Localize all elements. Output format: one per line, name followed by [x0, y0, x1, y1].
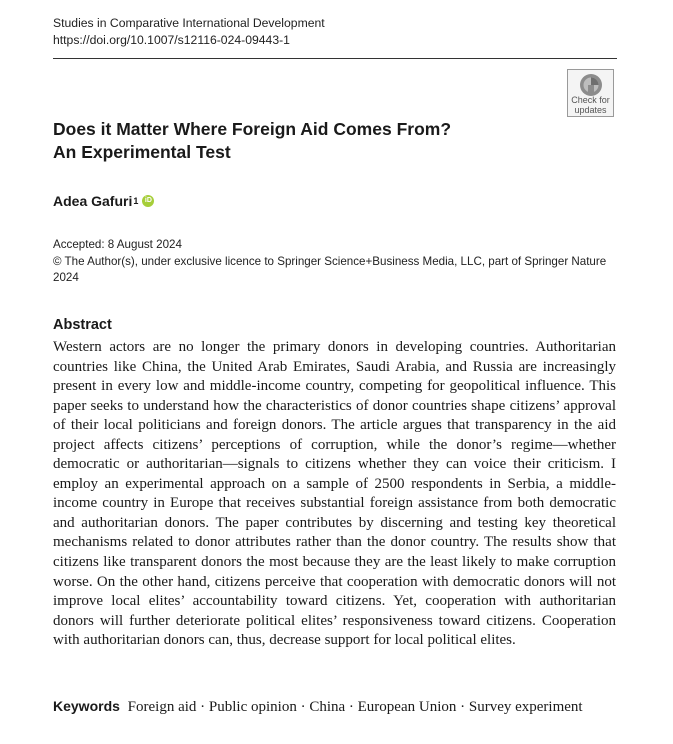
title-line-1: Does it Matter Where Foreign Aid Comes From?	[53, 119, 452, 139]
author-line	[53, 193, 154, 209]
check-for-updates-button[interactable]	[567, 69, 614, 117]
article-meta	[53, 237, 613, 287]
article-title	[53, 118, 573, 164]
abstract-heading: Abstract	[53, 317, 112, 333]
journal-header	[53, 15, 325, 49]
doi-link[interactable]: https://doi.org/10.1007/s12116-024-09443-1	[53, 33, 290, 47]
keywords-section	[53, 696, 617, 717]
crossmark-label-line1: Check for	[571, 95, 610, 105]
author-name[interactable]: Adea Gafuri	[53, 193, 133, 209]
orcid-icon[interactable]: iD	[142, 195, 154, 207]
abstract-text: Western actors are no longer the primary donors in developing countries. Authoritarian countries like China, the United Arab Emirates, Saudi Arabia, and Russia are increasingly present in every low and middle-income country, competing for geopolitical influence. This paper seeks to understand how the characteristics of donor countries shape citizens’ approval of their local politicians and foreign donors. The article argues that transparency in the aid project affects citizens’ perceptions of corruption, while the donor’s regime—whether democratic or authoritarian—signals to citizens whether they can voice their criticism. I employ an experimental approach on a sample of 2500 respondents in Serbia, a middle-income country in Europe that receives substantial foreign assistance from both democratic and authoritarian donors. The paper contributes by discerning and testing key theoretical mechanisms related to donor attributes rather than the donor country. The results show that citizens like transparent donors the most because they are the least likely to make corruption worse. On the other hand, citizens perceive that cooperation with democratic donors will not improve local elites’ accountability toward citizens. Yet, cooperation with authoritarian donors will further deteriorate political elites’ responsiveness toward citizens. Cooperation with authoritarian donors can, thus, decrease support for local political elites.	[53, 339, 616, 649]
copyright-line-2: 2024	[53, 271, 79, 284]
crossmark-icon	[579, 73, 603, 97]
journal-name: Studies in Comparative International Development	[53, 16, 325, 30]
title-line-2: An Experimental Test	[53, 142, 231, 162]
crossmark-label-line2: updates	[574, 104, 607, 115]
keywords-label: Keywords	[53, 698, 120, 714]
accepted-date: Accepted: 8 August 2024	[53, 238, 182, 251]
copyright-line-1: © The Author(s), under exclusive licence to Springer Science+Business Media, LLC, part of Springer Nature	[53, 254, 607, 268]
header-divider	[53, 58, 617, 59]
keywords-list: Foreign aid · Public opinion · China · European Union · Survey experiment	[127, 699, 583, 715]
affiliation-mark[interactable]: 1	[133, 196, 139, 206]
